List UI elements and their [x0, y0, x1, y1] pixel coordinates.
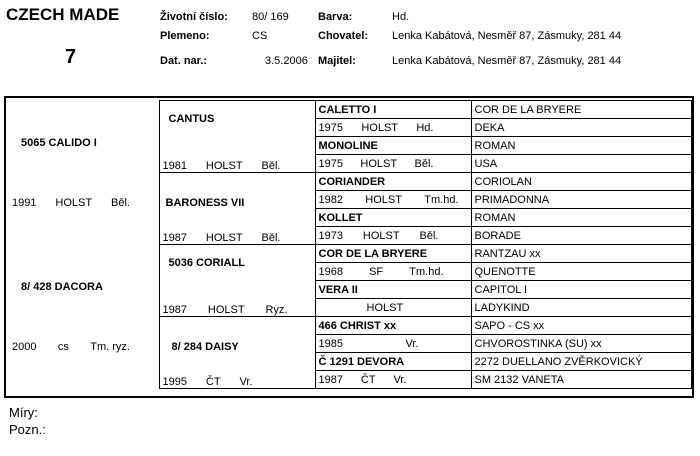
sire-dam-dam-details: 1973 HOLST Běl. [315, 227, 471, 245]
dam-sire-dam-name: VERA II [315, 281, 471, 299]
sire-sire-sire-details: 1975 HOLST Hd. [315, 119, 471, 137]
miry-label: Míry: [9, 405, 38, 420]
dd-dd-sire: 2272 DUELLANO ZVĚRKOVICKÝ [471, 353, 691, 371]
barva-value: Hd. [392, 11, 410, 23]
zivotni-cislo-value: 80/ 169 [252, 11, 289, 23]
sire-dam-name: BARONESS VII [159, 173, 315, 209]
poznamka-label: Pozn.: [9, 422, 46, 437]
ds-ss-dam: QUENOTTE [471, 263, 691, 281]
dam-dam-details: 1995 ČT Vr. [159, 353, 315, 389]
ds-sd-sire: CAPITOL I [471, 281, 691, 299]
dam-name: 8/ 428 DACORA [21, 280, 103, 293]
dam-sire-name: 5036 CORIALL [159, 245, 315, 281]
sire-spacer [9, 101, 159, 137]
dam-sire-sire-details: 1968 SF Tm.hd. [315, 263, 471, 281]
majitel-value: Lenka Kabátová, Nesměř 87, Zásmuky, 281 44 [392, 55, 622, 67]
sire-details: 1991 HOLST Běl. [12, 196, 130, 209]
majitel-label: Majitel: [318, 55, 356, 67]
chovatel-value: Lenka Kabátová, Nesměř 87, Zásmuky, 281 44 [392, 30, 622, 42]
ds-sd-dam: LADYKIND [471, 299, 691, 317]
sd-dd-sire: ROMAN [471, 209, 691, 227]
ss-ss-dam: DEKA [471, 119, 691, 137]
datum-narozeni-label: Dat. nar.: [160, 55, 208, 67]
dam-dam-dam-details: 1987 ČT Vr. [315, 371, 471, 389]
sire-dam-sire-details: 1982 HOLST Tm.hd. [315, 191, 471, 209]
sire-sire-dam-name: MONOLINE [315, 137, 471, 155]
barva-label: Barva: [318, 11, 353, 23]
ds-ss-sire: RANTZAU xx [471, 245, 691, 263]
sire-name: 5065 CALIDO I [21, 136, 97, 149]
catalog-number: 7 [65, 46, 77, 68]
dam-details: 2000 cs Tm. ryz. [12, 340, 130, 353]
sd-ds-dam: PRIMADONNA [471, 191, 691, 209]
ss-sd-dam: USA [471, 155, 691, 173]
sire-spacer-bottom [9, 209, 159, 245]
dam-dam-sire-name: 466 CHRIST xx [315, 317, 471, 335]
dd-dd-dam: SM 2132 VANETA [471, 371, 691, 389]
dam-dam-dam-name: Č 1291 DEVORA [315, 353, 471, 371]
horse-name-title: CZECH MADE [6, 5, 120, 24]
ss-ss-sire: COR DE LA BRYERE [471, 101, 691, 119]
sire-dam-sire-name: CORIANDER [315, 173, 471, 191]
dam-spacer-bottom [9, 353, 159, 389]
dam-dam-sire-details: 1985 Vr. [315, 335, 471, 353]
dd-ds-sire: SAPO - CS xx [471, 317, 691, 335]
datum-narozeni-value: 3.5.2006 [265, 55, 308, 67]
sire-sire-details: 1981 HOLST Běl. [159, 137, 315, 173]
plemeno-value: CS [252, 30, 268, 42]
dam-spacer [9, 245, 159, 281]
sire-sire-sire-name: CALETTO I [315, 101, 471, 119]
sire-sire-name: CANTUS [159, 101, 315, 137]
dam-sire-dam-details: HOLST [315, 299, 471, 317]
plemeno-label: Plemeno: [160, 30, 210, 42]
chovatel-label: Chovatel: [318, 30, 369, 42]
pedigree-table [4, 96, 694, 398]
ss-sd-sire: ROMAN [471, 137, 691, 155]
sd-dd-dam: BORADE [471, 227, 691, 245]
sire-dam-dam-name: KOLLET [315, 209, 471, 227]
dam-sire-sire-name: COR DE LA BRYERE [315, 245, 471, 263]
zivotni-cislo-label: Životní číslo: [160, 11, 228, 23]
sire-sire-dam-details: 1975 HOLST Běl. [315, 155, 471, 173]
dam-sire-details: 1987 HOLST Ryz. [159, 281, 315, 317]
dd-ds-dam: CHVOROSTINKA (SU) xx [471, 335, 691, 353]
sd-ds-sire: CORIOLAN [471, 173, 691, 191]
sire-dam-details: 1987 HOLST Běl. [159, 209, 315, 245]
dam-dam-name: 8/ 284 DAISY [159, 317, 315, 353]
